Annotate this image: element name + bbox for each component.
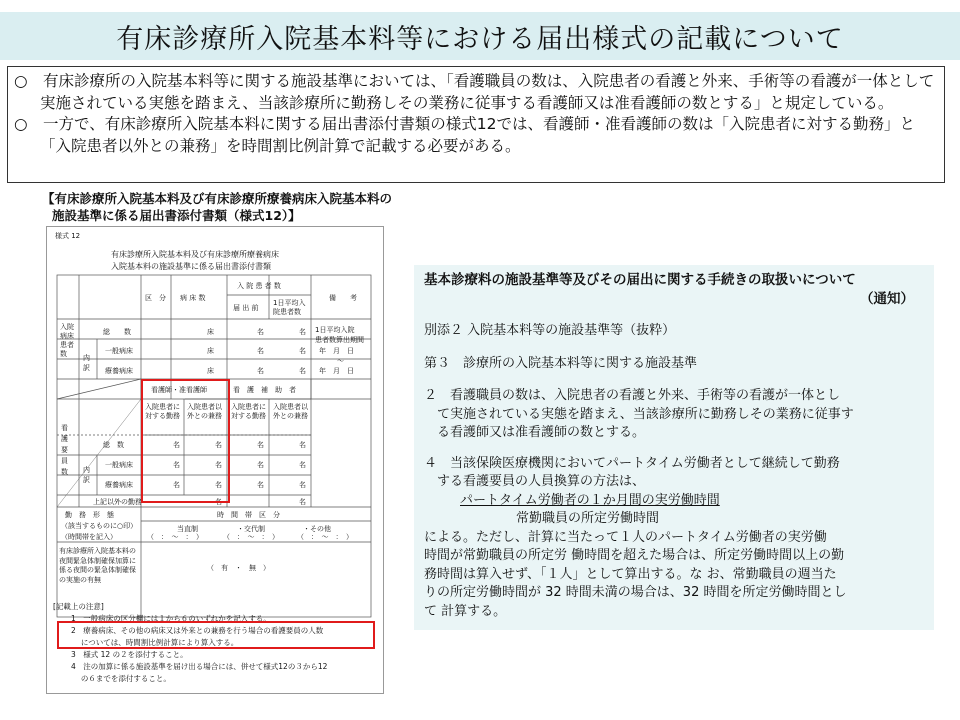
notice-excerpt: 基本診療料の施設基準等及びその届出に関する手続きの取扱いについて （通知） 別添２ 入院基本料等の施設基準等（抜粋） 第３ 診療所の入院基本料等に関する施設基準 ２ 看護職員の数は、入院患者の看護と外来、手術等の看護が一体とし て実施されている実態を踏まえ、当該診療所に勤務しその業務に従事す る看護師又は准看護師の数とする。 ４ 当該保険医療機関においてパートタイム労働者として継続して勤務 する看護要員の人員換算の方法は、 パートタイム労働者の１か月間の実労働時間 常勤職員の所定労働時間 による。ただし、計算に当たって１人のパートタイム労働者の実労働 時間が常勤職員の所定労 働時間を超えた場合は、所定労働時間以上の勤 務時間は算入せず、「１人」として算出する。な お、常勤職員の週当た りの所定労働時間が 32 時間未満の場合は、32 時間を所定労働時間とし て 計算する。 <box>414 265 934 630</box>
highlight-rn-columns <box>141 379 230 503</box>
intro-paragraph-2: ○ 一方で、有床診療所入院基本料に関する届出書添付書類の様式12では、看護師・准看護師の数は「入院患者に対する勤務」と「入院患者以外との兼務」を時間割比例計算で記載する必要がある。 <box>14 115 915 155</box>
form-notes: [記載上の注意] 1 一般病床の区分欄には１から６のいずれかを記入する。 2 療養病床、その他の病床又は外来との兼務を行う場合の看護要員の人数 については、時間割比例計算により算入する。 3 様式 12 の２を添付すること。 4 注の加算に係る施設基準を届け出る場合には、併せて様式12の３から12 の６までを添付すること。 <box>53 602 328 683</box>
fraction-denominator: 常勤職員の所定労働時間 <box>516 511 660 526</box>
fraction-numerator: パートタイム労働者の１か月間の実労働時間 <box>460 492 720 508</box>
page-title: 有床診療所入院基本料等における届出様式の記載について <box>0 12 960 60</box>
form-12-image: 様式 12 有床診療所入院基本料及び有床診療所療養病床 入院基本料の施設基準に係る届出書添付書類 区 分 病 床 数 入 院 患 者 数 届 出 前 1日平均入院患者数 備 考 入院 病床 患者 数 総 数 内訳 一般病床 療養病床 床 床 床 名 名 名 名 名 名 1日平均入院 患者数算出期間 年 月 日 ～ 年 月 日 看護師・准看護師 看 護 補 助 者 入院患者に対する勤務 入院患者以外との兼務 入院患者に対する勤務 入院患者以外との兼務 看護要員数 総 数 内訳 一般病床 療養病床 上記以外の勤務 名 名 名 名 名 名 名 名 名 名 名 名 名 名 勤 務 形 態 （該当するものに○印） （時間帯を記入） 時 間 帯 区 分 当直制 ・交代制 ・その他 （ ： ～ ： ） （ ： ～ ： ） （ ： ～ ： ） 有床診療所入院基本料の 夜間緊急体制確保加算に 係る夜間の緊急体制確保 の実施の有無 （ 有 ・ 無 ） [記載上の注意] 1 一般病床の区分欄には１から６のいずれかを記入する。 2 療養病床、その他の病床又は外来との兼務を行う場合の看護要員の人数 については、時間割比例計算により算入する。 3 様式 12 の２を添付すること。 4 注の加算に係る施設基準を届け出る場合には、併せて様式12の３から12 の６までを添付すること。 <box>46 226 384 694</box>
highlight-note-2 <box>57 621 375 649</box>
emergency-label: 有床診療所入院基本料の 夜間緊急体制確保加算に 係る夜間の緊急体制確保 の実施の有無 <box>59 547 136 584</box>
intro-box <box>7 66 945 183</box>
intro-paragraph-1: ○ 有床診療所の入院基本料等に関する施設基準においては、「看護職員の数は、入院患者の看護と外来、手術等の看護が一体として実施されている実態を踏まえ、当該診療所に勤務しその業務に従事する看護師又は准看護師の数とする」と規定している。 <box>14 72 935 112</box>
form-heading: 【有床診療所入院基本料及び有床診療所療養病床入院基本料の 施設基準に係る届出書添付書類（様式12）】 <box>42 191 393 223</box>
